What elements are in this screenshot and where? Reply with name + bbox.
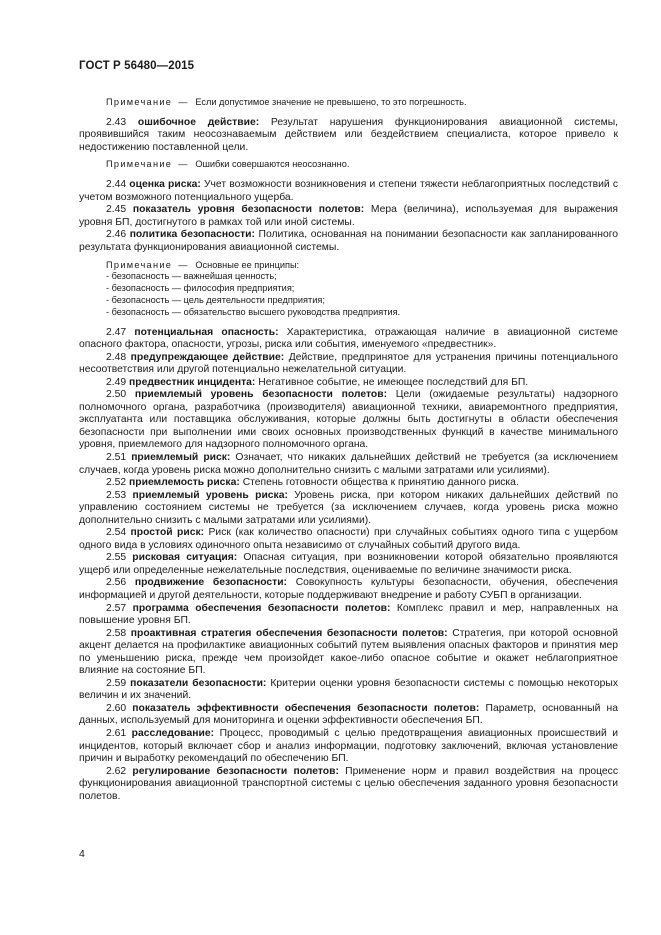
- term-entry: [79, 527, 618, 552]
- term-name: показатель эффективности обеспечения безопасности полетов:: [132, 702, 480, 714]
- term-number: 2.55: [106, 552, 127, 564]
- term-entry: [79, 327, 618, 352]
- term-definition: Означает, что никаких дальнейших действий не требуется (за исключением случаев, когда уровень риска можно дополнительно снизить с малыми затратами или усилиями).: [79, 451, 618, 476]
- term-definition: Степень готовности общества к принятию данного риска.: [242, 477, 519, 489]
- page-number: 4: [79, 848, 85, 860]
- term-number: 2.52: [106, 477, 127, 489]
- term-name: приемлемый риск:: [131, 451, 231, 463]
- term-number: 2.45: [106, 204, 127, 216]
- note-text: Ошибки совершаются неосознанно.: [195, 159, 350, 170]
- term-definition: Мера (величина), используемая для выражения уровня БП, достигнутого в рамках той или иной системы.: [79, 204, 618, 228]
- term-entry: [79, 728, 618, 766]
- term-entry: [79, 229, 618, 254]
- term-number: 2.47: [106, 326, 127, 338]
- term-definition: Применение норм и правил воздействия на процесс функционирования авиационной транспортной системы с целью обеспечения заданного уровня безопасности полетов.: [79, 765, 619, 802]
- note-text: Если допустимое значение не превышено, то это погрешность.: [195, 97, 467, 107]
- term-number: 2.54: [106, 527, 127, 539]
- term-number: 2.62: [106, 765, 127, 777]
- term-name: расследование:: [131, 728, 215, 739]
- term-entry: [79, 452, 618, 477]
- term-name: приемлемый уровень безопасности полетов:: [134, 389, 388, 401]
- term-name: показатели безопасности:: [130, 677, 267, 689]
- term-name: потенциальная опасность:: [134, 326, 279, 338]
- note: Примечание — Если допустимое значение не превышено, то это погрешность.: [106, 97, 467, 107]
- term-number: 2.61: [106, 728, 127, 739]
- term-definition: Негативное событие, не имеющее последствий для БП.: [258, 376, 529, 388]
- term-name: предупреждающее действие:: [130, 351, 285, 363]
- term-entry: [79, 678, 618, 703]
- term-definition: Учет возможности возникновения и степени тяжести неблагоприятных последствий с учетом возможного потенциального ущерба.: [79, 179, 618, 203]
- term-number: 2.46: [106, 229, 127, 241]
- term-name: политика безопасности:: [129, 229, 255, 241]
- note-label: Примечание: [106, 159, 173, 170]
- term-number: 2.58: [106, 627, 127, 639]
- term-definition: Уровень риска, при котором никаких дальнейших действий по управлению состоянием системы не требуется (за исключением случаев, когда уровень риска можно дополнительно снизить с малыми затратами или усилиями).: [79, 489, 619, 526]
- term-name: показатель уровня безопасности полетов:: [132, 204, 365, 216]
- term-definition: Совокупность культуры безопасности, обучения, обеспечения информацией и другой деятельности, которые поддерживают внедрение и работу СУБП в организации.: [79, 577, 618, 601]
- term-number: 2.44: [106, 179, 127, 191]
- term-definition: Результат нарушения функционирования авиационной системы, проявившийся таким неосознаваемым действием или бездействием специалиста, которое привело к недостижению поставленной цели.: [79, 116, 618, 153]
- note-text: Основные ее принципы:: [195, 259, 300, 270]
- term-entry: [79, 577, 618, 602]
- term-entry: [79, 552, 618, 577]
- term-name: рисковая ситуация:: [132, 552, 238, 564]
- term-entry: [79, 352, 618, 377]
- term-name: продвижение безопасности:: [134, 577, 288, 589]
- term-number: 2.60: [106, 702, 127, 714]
- term-name: оценка риска:: [129, 179, 201, 191]
- term-name: проактивная стратегия обеспечения безопасности полетов:: [130, 627, 448, 639]
- note: Примечание — Основные ее принципы: - безопасность — важнейшая ценность; - безопасность — философия предприятия; - безопасность — цель деятельности предприятия; - безопасность — обязательство высшего руководства предприятия.: [79, 260, 618, 319]
- term-definition: Опасная ситуация, при возникновении которой обязательно проявляются ущерб или определенные нежелательные последствия, оцениваемые по величине значимости риска.: [79, 552, 618, 576]
- term-number: 2.43: [106, 116, 127, 128]
- term-number: 2.59: [106, 677, 127, 689]
- note-list-item: - безопасность — обязательство высшего руководства предприятия.: [106, 306, 401, 317]
- term-entry: [79, 766, 618, 804]
- term-number: 2.50: [106, 389, 127, 401]
- note-list-item: - безопасность — цель деятельности предприятия;: [106, 294, 325, 305]
- term-definition: Процесс, проводимый с целью предотвращения авиационных происшествий и инцидентов, который включает сбор и анализ информации, подготовку заключений, включая установление причин и выработку рекомендаций по обеспечению БП.: [79, 728, 618, 765]
- term-number: 2.53: [106, 489, 127, 501]
- standard-header: ГОСТ Р 56480—2015: [79, 60, 195, 72]
- term-name: приемлемость риска:: [129, 477, 240, 489]
- term-definition: Политика, основанная на понимании безопасности как запланированного результата функционирования авиационной системы.: [79, 229, 619, 253]
- term-number: 2.57: [106, 602, 127, 614]
- term-definition: Комплекс правил и мер, направленных на повышение уровня БП.: [79, 602, 619, 627]
- term-entry: [79, 477, 618, 490]
- term-definition: Цели (ожидаемые результаты) надзорного полномочного органа, разработчика (производителя) авиационной техники, авиаремонтного предприятия, эксплуатанта или поставщика обслуживания, которые должны быть достигнуты в области обеспечения безопасности при выполнении ими своих основных производственных функций в качестве минимального уровня, приемлемого для надзорного полномочного органа.: [79, 389, 618, 451]
- note: Примечание — Ошибки совершаются неосознанно.: [106, 159, 350, 170]
- term-entry: [79, 204, 618, 229]
- term-name: простой риск:: [130, 527, 205, 539]
- term-number: 2.48: [106, 351, 127, 363]
- term-number: 2.49: [106, 376, 127, 388]
- term-entry: [79, 389, 618, 452]
- term-name: регулирование безопасности полетов:: [132, 765, 339, 777]
- note-list-item: - безопасность — философия предприятия;: [106, 283, 295, 294]
- term-number: 2.51: [106, 451, 127, 463]
- term-definition: Параметр, основанный на данных, используемый для мониторинга и оценки эффективности обеспечения БП.: [79, 702, 619, 727]
- term-definition: Риск (как количество опасности) при случайных событиях одного типа с ущербом одного вида в условиях одиночного опыта независимо от случайных событий другого вида.: [79, 527, 619, 551]
- term-definition: Стратегия, при которой основной акцент делается на профилактике авиационных событий путем выявления опасных факторов и принятия мер по уменьшению риска, прежде чем произойдет какое-либо опасное событие и окажет неблагоприятное влияние на состояние БП.: [79, 627, 619, 677]
- term-name: ошибочное действие:: [137, 116, 260, 128]
- term-name: приемлемый уровень риска:: [132, 489, 288, 501]
- term-entry: [79, 179, 618, 204]
- term-name: предвестник инцидента:: [129, 376, 256, 388]
- term-definition: Критерии оценки уровня безопасности системы с помощью некоторых величин и их значений.: [79, 677, 619, 702]
- term-entry: [79, 703, 618, 728]
- note-label: Примечание: [106, 97, 173, 107]
- note-list-item: - безопасность — важнейшая ценность;: [106, 271, 277, 282]
- term-definition: Действие, предпринятое для устранения причины потенциального несоответствия или другой потенциально нежелательной ситуации.: [79, 351, 619, 376]
- term-entry: [79, 490, 618, 528]
- term-entry: [79, 377, 618, 390]
- note-label: Примечание: [106, 259, 173, 270]
- term-entry: [79, 603, 618, 628]
- term-entry: [79, 628, 618, 678]
- document-body: [79, 92, 618, 803]
- term-definition: Характеристика, отражающая наличие в авиационной системе опасного фактора, опасности, угрозы, риска или события, именуемого «предвестник».: [79, 326, 619, 351]
- term-number: 2.56: [106, 577, 127, 589]
- term-entry: [79, 117, 618, 155]
- term-name: программа обеспечения безопасности полетов:: [132, 602, 391, 614]
